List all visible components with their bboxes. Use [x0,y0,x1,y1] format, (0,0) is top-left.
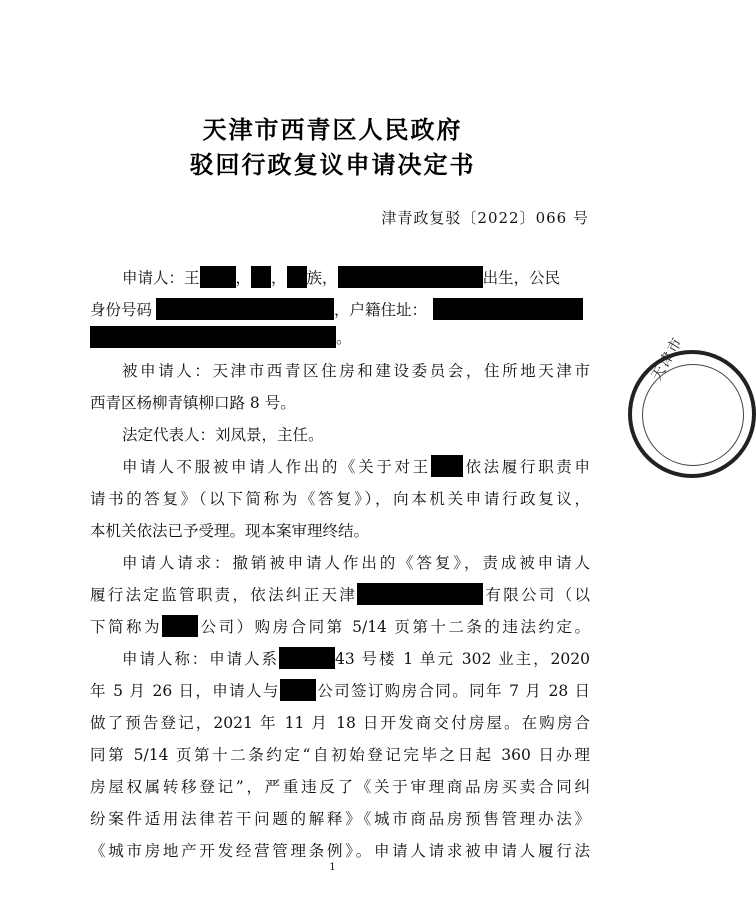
legal-representative-line: 法定代表人：刘凤景，主任。 [122,426,324,444]
redaction-bar [156,298,334,320]
text-segment: 有限公司（以 [483,586,590,604]
redaction-bar [200,266,236,288]
text-segment: ， [271,269,287,287]
official-seal [628,333,756,478]
redaction-bar [90,326,336,348]
redaction-bar [287,266,307,288]
paragraph-line [122,453,590,481]
paragraph-line: 《城市房地产开发经营管理条例》。申请人请求被申请人履行法 [90,842,590,860]
paragraph-line: 做了预告登记，2021 年 11 月 18 日开发商交付房屋。在购房合 [90,714,590,732]
paragraph-line: 请书的答复》（以下简称为《答复》），向本机关申请行政复议， [90,490,590,508]
paragraph-line [90,613,590,641]
text-segment: 出生，公民 [482,269,561,287]
paragraph-line: 房屋权属转移登记”，严重违反了《关于审理商品房买卖合同纠 [90,778,590,796]
redaction-bar [431,455,463,477]
text-segment: 申请人称：申请人系 [122,650,279,668]
address-continuation-line [90,324,590,352]
text-segment: 身份号码 [90,301,153,319]
paragraph-line: 申请人请求：撤销被申请人作出的《答复》，责成被申请人 [122,554,590,572]
redaction-bar [433,298,583,320]
text-segment: 依法履行职责申 [462,458,590,476]
document-title-line1: 天津市西青区人民政府 [202,116,463,144]
paragraph-line [90,581,590,609]
paragraph-line: 纷案件适用法律若干问题的解释》《城市商品房预售管理办法》 [90,810,590,828]
text-segment: ， [235,269,252,287]
text-segment: 。 [336,329,352,347]
paragraph-line: 同第 5/14 页第十二条约定“自初始登记完毕之日起 360 日办理 [90,746,590,764]
respondent-line: 被申请人：天津市西青区住房和建设委员会，住所地天津市 [122,362,590,380]
document-number: 津青政复驳〔2022〕066 号 [381,209,589,227]
paragraph-line [90,677,590,705]
text-segment: 年 5 月 26 日，申请人与 [90,682,280,700]
respondent-address-line: 西青区杨柳青镇柳口路 8 号。 [90,394,296,412]
text-segment: 公司签订购房合同。同年 7 月 28 日 [315,682,590,700]
redaction-bar [338,266,483,288]
text-segment: 公司）购房合同第 5/14 页第十二条的违法约定。 [198,618,590,636]
paragraph-line: 本机关依法已予受理。现本案审理终结。 [90,522,370,540]
text-segment: 申请人：王 [122,269,200,287]
text-segment: 履行法定监管职责，依法纠正天津 [90,586,358,604]
redaction-bar [162,615,198,637]
text-segment: 申请人不服被申请人作出的《关于对王 [122,458,431,476]
text-segment: 43 号楼 1 单元 302 业主，2020 [334,650,590,668]
redaction-bar [280,679,316,701]
text-segment: ，户籍住址： [334,301,428,319]
paragraph-line [122,645,590,673]
redaction-bar [357,583,483,605]
redaction-bar [251,266,271,288]
page-number: 1 [329,862,336,873]
text-segment: 族， [306,269,338,287]
seal-text: 天津市 [648,333,687,384]
applicant-line [122,264,590,292]
id-address-line [90,296,590,324]
document-title-line2: 驳回行政复议申请决定书 [189,151,476,179]
text-segment: 下简称为 [90,618,163,636]
redaction-bar [279,647,335,669]
